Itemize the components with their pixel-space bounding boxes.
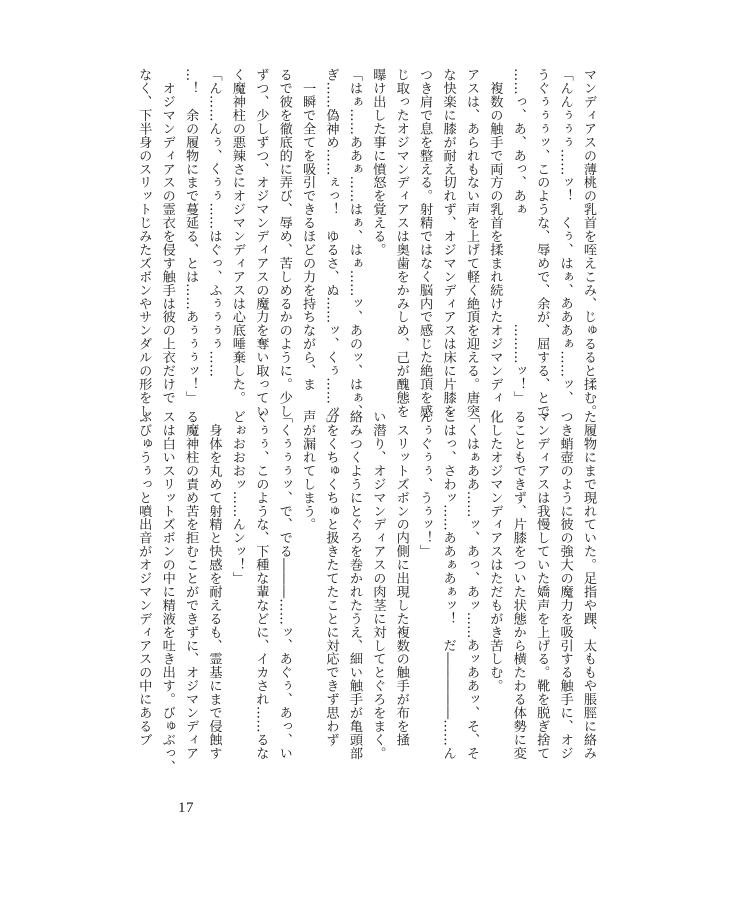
text-column: 声が漏れてしまう。 xyxy=(300,410,316,532)
text-column: 「んんぅぅぅ……ッ！ くぅ、はぁ、あああぁ……ッ、 xyxy=(557,68,573,405)
text-column: 「ん……んぅ、くぅぅ……はぐっ、ふぅぅぅぅ…… xyxy=(206,68,222,378)
text-column: うぐぅぅぅッ、このような、辱めで、余が、屈する、とで xyxy=(534,68,550,418)
text-column: マンディアスは我慢していた嬌声を上げる。靴を脱ぎ捨て xyxy=(534,410,550,760)
text-column: 複数の触手で両方の乳首を揉まれ続けたオジマンディ xyxy=(487,68,503,405)
text-column: アスは、あられもない声を上げて軽く絶頂を迎える。唐突 xyxy=(463,68,479,418)
text-column: なく、下半身のスリットじみたズボンやサンダルの形をし xyxy=(136,68,152,418)
text-column: ずつ、少しずつ、オジマンディアスの魔力を奪い取ってい xyxy=(253,68,269,418)
text-column: スリットズボンの内側に出現した複数の触手が布を掻 xyxy=(393,410,409,747)
text-tier-top xyxy=(136,68,600,432)
text-column: つき蛸壺のように彼の強大の魔力を吸引する触手に、オジ xyxy=(557,410,573,760)
text-column: じ取ったオジマンディアスは奥歯をかみしめ、己が醜態を xyxy=(393,68,409,418)
text-column: …！ 余の履物にまで蔓延る、とは……あぅぅぅッ！」 xyxy=(183,68,199,405)
text-column: 曝け出した事に憤怒を覚える。 xyxy=(370,68,386,257)
text-column: オジマンディアスの霊衣を侵す触手は彼の上衣だけで xyxy=(159,68,175,405)
text-column: るで彼を徹底的に弄び、辱め、苦しめるかのように。少し xyxy=(276,68,292,418)
text-column: 「くはぁああ……ッ、あっ、あッ……あッああッ、そ、そ xyxy=(463,410,479,760)
text-column: どぉおおおッ……んンッ！」 xyxy=(229,410,245,585)
text-column: 分をくちゅくちゅと扱きたてたことに対応できず思わず xyxy=(323,410,339,747)
text-column: ぶびゅうぅっと噴出音がオジマンディアスの中にあるブ xyxy=(136,410,152,747)
text-column: 一瞬で全てを吸引できるほどの力を持ちながら、ま xyxy=(300,68,316,391)
text-column: た履物にまで現れていた。足指や踝、太ももや脹脛に絡み xyxy=(581,410,596,760)
text-column: い潜り、オジマンディアスの肉茎に対してとぐろをまく。 xyxy=(370,410,386,760)
text-column: ることもできず、片膝をついた状態から横たわる体勢に変 xyxy=(510,410,526,760)
text-column: こはっ、さわッ……ああぁあぁッ！ だ―――――……ん xyxy=(440,410,456,760)
text-tier-bottom xyxy=(136,410,600,774)
text-column: ぐぅぅ、このような、下種な輩などに、イカされ……るな xyxy=(253,410,269,760)
text-column: な快楽に膝が耐え切れず、オジマンディアスは床に片膝を xyxy=(440,68,456,418)
text-column: 「くぅぅぅッ、で、でる―――……ッ、あぐぅ、あっ、い xyxy=(276,410,292,760)
text-column: マンディアスの薄桃の乳首を咥えこみ、じゅるると揉む。 xyxy=(581,68,596,418)
text-column: ぎ……偽神め……ぇっ！ ゆるさ、ぬ……ッ、くぅ……ッ」 xyxy=(323,68,339,432)
page-number: 17 xyxy=(178,800,194,816)
text-column: 絡みつくようにとぐろを巻かれたうえ、細い触手が亀頭部 xyxy=(346,410,362,760)
text-column: る魔神柱の責め苦を拒むことができずに、オジマンディア xyxy=(183,410,199,760)
text-column: スは白いスリットズボンの中に精液を吐き出す。びゅぶっ、 xyxy=(159,410,175,774)
text-column: 「はぁ……ああぁ……はぁ、はぁ……ッ、あのッ、はぁ、 xyxy=(346,68,362,418)
text-column: ……っ、あ、あっ、あぁ ………ッ！」 xyxy=(510,68,526,405)
text-column: 化したオジマンディアスはただもがき苦しむ。 xyxy=(487,410,503,693)
text-column: つき肩で息を整える。射精ではなく脳内で感じた絶頂を感 xyxy=(417,68,433,418)
text-column: く魔神柱の悪辣さにオジマンディアスは心底唾棄した。 xyxy=(229,68,245,405)
text-column: んぅぐぅぅ、うぅッ！」 xyxy=(417,410,433,558)
text-column: 身体を丸めて射精と快感を耐えるも、霊基にまで侵蝕す xyxy=(206,410,222,760)
